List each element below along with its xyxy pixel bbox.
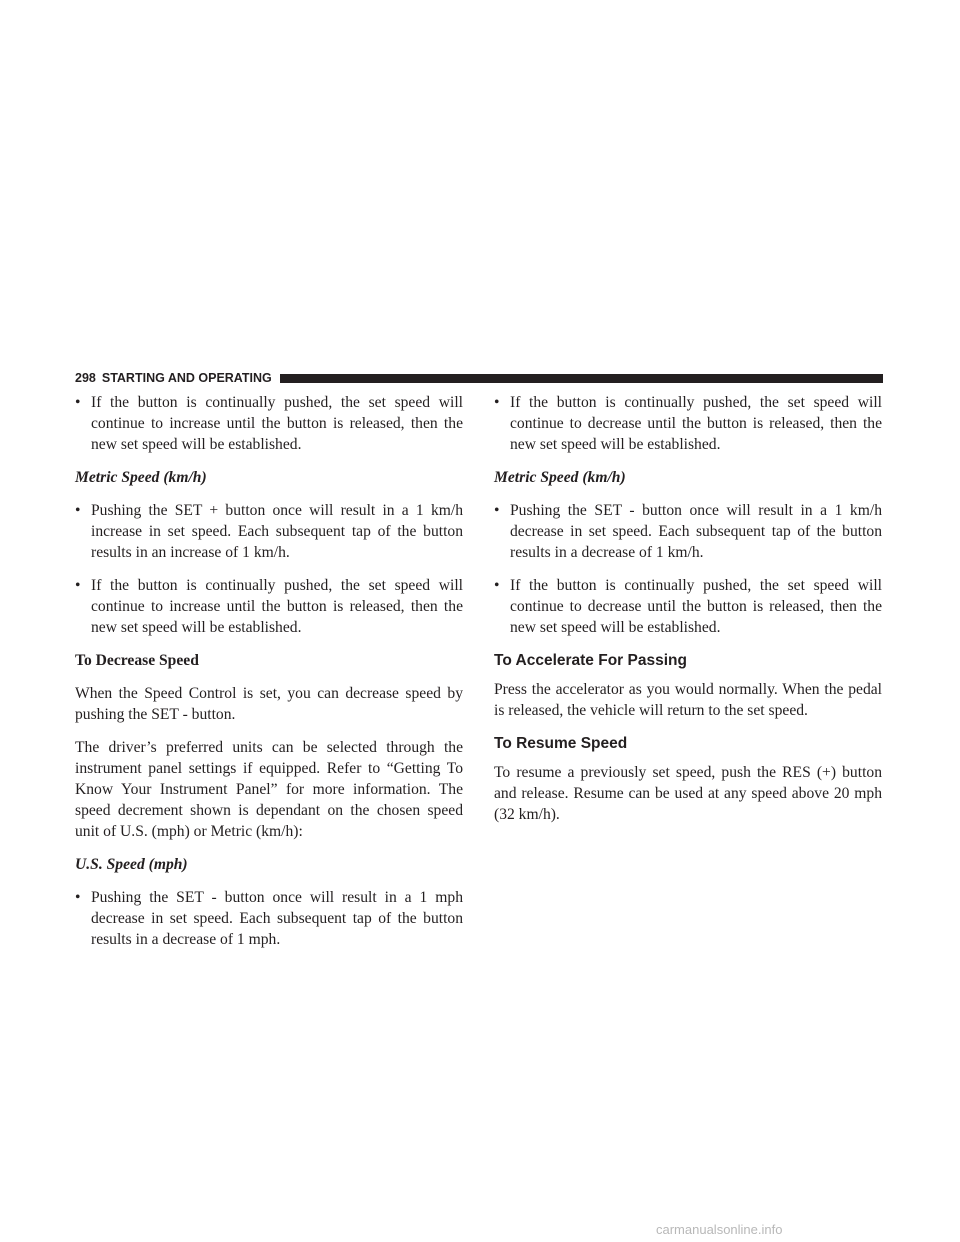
watermark: carmanualsonline.info [656,1222,783,1237]
list-item [75,887,463,950]
list-item [494,392,882,455]
list-item [75,575,463,638]
list-item [75,500,463,563]
paragraph: The driver’s preferred units can be selected through the instrument panel settings if equipped. Refer to “Getting To Know Your Instrument Panel” for more information. The speed decrement shown is dependant on the chosen speed unit of U.S. (mph) or Metric (km/h): [75,739,463,840]
subheading-metric: Metric Speed (km/h) [494,469,626,486]
bullet-text: If the button is continually pushed, the set speed will continue to decrease until the button is released, then the new set speed will be established. [510,577,882,636]
bullet-icon: • [494,394,500,411]
paragraph: When the Speed Control is set, you can decrease speed by pushing the SET - button. [75,685,463,723]
bullet-text: If the button is continually pushed, the set speed will continue to decrease until the button is released, then the new set speed will be established. [510,394,882,453]
bullet-icon: • [494,502,500,519]
bullet-text: Pushing the SET - button once will result in a 1 mph decrease in set speed. Each subsequent tap of the button results in a decrease of 1 mph. [91,889,463,948]
bullet-icon: • [75,577,81,594]
left-column [75,392,463,962]
header-rule [280,374,883,383]
list-item [494,575,882,638]
section-title: STARTING AND OPERATING [101,371,272,385]
heading-accelerate: To Accelerate For Passing [494,652,687,669]
page-header [75,371,883,385]
right-column [494,392,882,837]
paragraph: To resume a previously set speed, push the RES (+) button and release. Resume can be used at any speed above 20 mph (32 km/h). [494,764,882,823]
subheading-decrease: To Decrease Speed [75,652,199,669]
subheading-metric: Metric Speed (km/h) [75,469,207,486]
subheading-us: U.S. Speed (mph) [75,856,188,873]
bullet-text: If the button is continually pushed, the set speed will continue to increase until the button is released, then the new set speed will be established. [91,394,463,453]
bullet-icon: • [494,577,500,594]
list-item [75,392,463,455]
bullet-icon: • [75,889,81,906]
paragraph: Press the accelerator as you would normally. When the pedal is released, the vehicle will return to the set speed. [494,681,882,719]
bullet-icon: • [75,394,81,411]
list-item [494,500,882,563]
bullet-icon: • [75,502,81,519]
bullet-text: If the button is continually pushed, the set speed will continue to increase until the button is released, then the new set speed will be established. [91,577,463,636]
bullet-text: Pushing the SET - button once will result in a 1 km/h decrease in set speed. Each subsequent tap of the button results in a decrease of 1 km/h. [510,502,882,561]
page-number: 298 [75,371,96,385]
heading-resume: To Resume Speed [494,735,628,752]
bullet-text: Pushing the SET + button once will result in a 1 km/h increase in set speed. Each subsequent tap of the button results in an increase of 1 km/h. [91,502,463,561]
